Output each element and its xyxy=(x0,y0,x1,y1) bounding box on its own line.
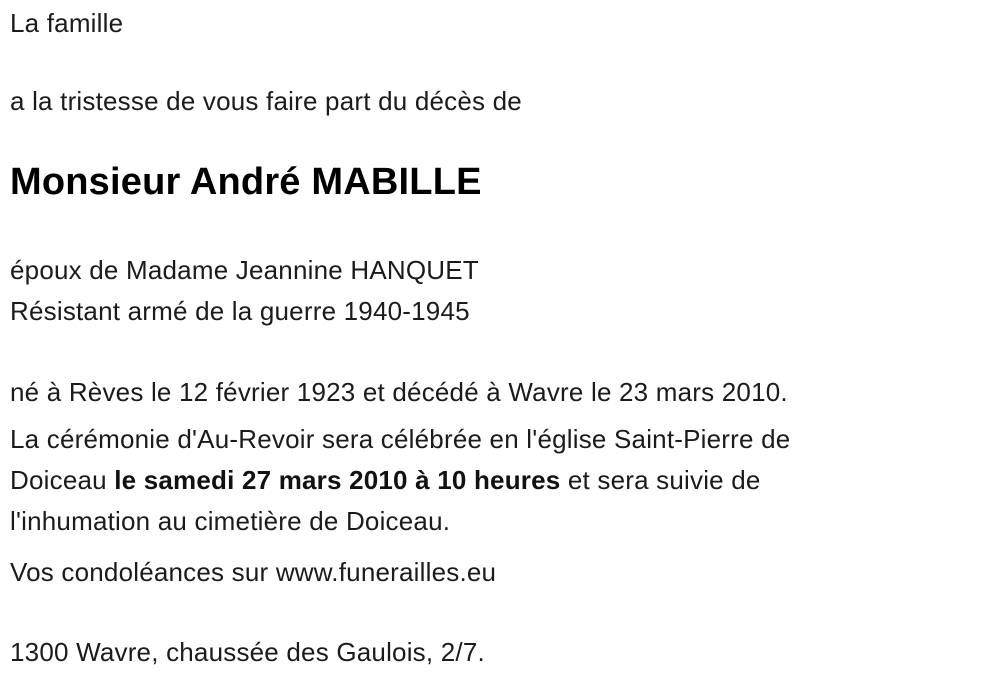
condolences-line xyxy=(10,552,496,593)
condolences-text: Vos condoléances sur xyxy=(10,557,276,587)
birth-death-line: né à Rèves le 12 février 1923 et décédé à Wavre le 23 mars 2010. xyxy=(10,377,788,407)
ceremony-line-2-end: et sera suivie de xyxy=(560,465,761,495)
family-details-paragraph xyxy=(10,250,479,332)
announcement-line: a la tristesse de vous faire part du décès de xyxy=(10,86,522,116)
ceremony-line-2-start: Doiceau xyxy=(10,465,115,495)
ceremony-date-time: le samedi 27 mars 2010 à 10 heures xyxy=(114,465,561,495)
spouse-line: époux de Madame Jeannine HANQUET xyxy=(10,255,479,285)
resistance-distinction-line: Résistant armé de la guerre 1940-1945 xyxy=(10,296,470,326)
address-line: 1300 Wavre, chaussée des Gaulois, 2/7. xyxy=(10,637,485,667)
ceremony-paragraph xyxy=(10,419,790,542)
ceremony-line-1: La cérémonie d'Au-Revoir sera célébrée en l'église Saint-Pierre de xyxy=(10,424,791,454)
website-url: www.funerailles.eu xyxy=(275,557,497,587)
ceremony-line-2 xyxy=(10,460,790,501)
intro-line: La famille xyxy=(10,8,124,38)
ceremony-line-3: l'inhumation au cimetière de Doiceau. xyxy=(10,506,451,536)
deceased-name-heading: Monsieur André MABILLE xyxy=(10,161,482,203)
